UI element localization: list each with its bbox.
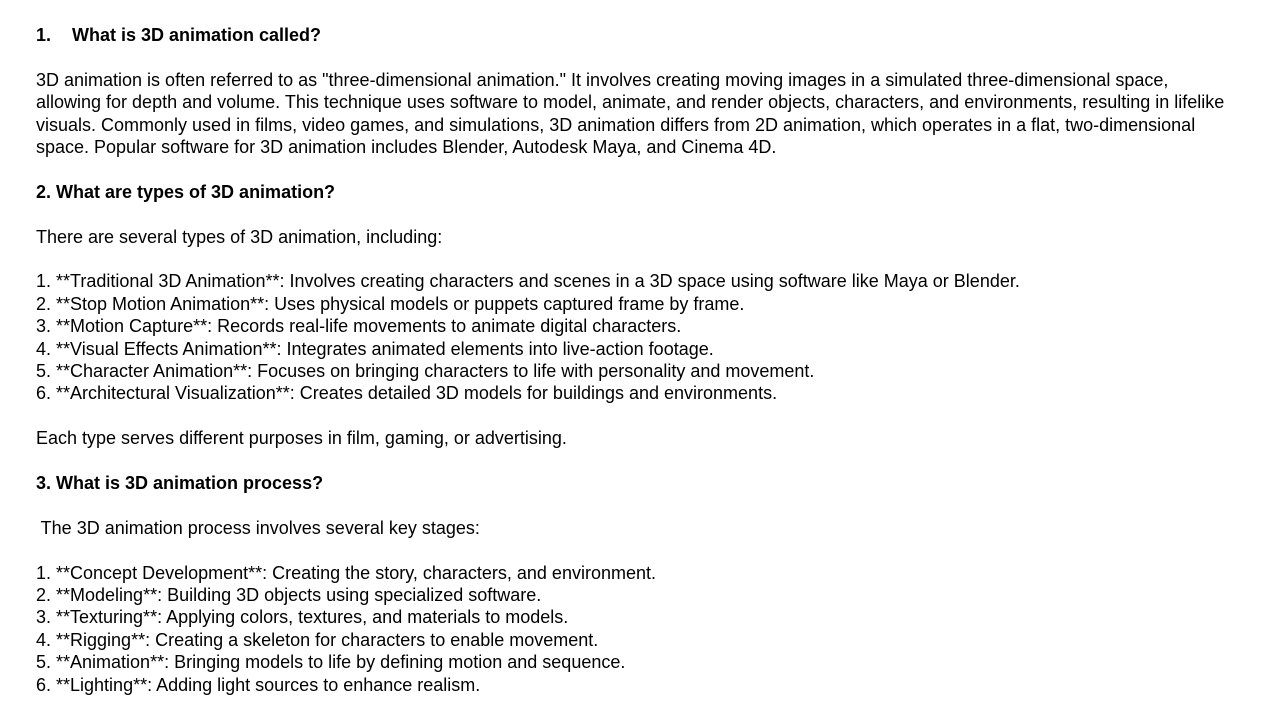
list-item: 5. **Animation**: Bringing models to life by defining motion and sequence.	[36, 652, 626, 673]
list-item: 2. **Modeling**: Building 3D objects using specialized software.	[36, 585, 542, 606]
spacer	[36, 46, 1236, 68]
spacer	[36, 248, 1236, 270]
list-item: 1. **Concept Development**: Creating the story, characters, and environment.	[36, 562, 656, 583]
section-3-list	[36, 562, 1236, 696]
spacer	[36, 158, 1236, 180]
section-3-intro: The 3D animation process involves several key stages:	[36, 517, 480, 538]
list-item: 3. **Texturing**: Applying colors, textures, and materials to models.	[36, 607, 569, 628]
section-3-heading: 3. What is 3D animation process?	[36, 473, 324, 494]
list-item: 6. **Lighting**: Adding light sources to enhance realism.	[36, 674, 481, 695]
section-1-heading	[36, 24, 1236, 46]
document-page	[36, 24, 1236, 696]
section-2-outro: Each type serves different purposes in film, gaming, or advertising.	[36, 428, 567, 449]
spacer	[36, 203, 1236, 225]
list-item: 6. **Architectural Visualization**: Creates detailed 3D models for buildings and environments.	[36, 383, 778, 404]
spacer	[36, 494, 1236, 516]
list-item: 4. **Rigging**: Creating a skeleton for characters to enable movement.	[36, 629, 599, 650]
section-2-list	[36, 270, 1236, 404]
section-2-intro: There are several types of 3D animation, including:	[36, 226, 443, 247]
section-1-body: 3D animation is often referred to as "three-dimensional animation." It involves creating moving images in a simulated three-dimensional space, allowing for depth and volume. This technique uses software to model, animate, and render objects, characters, and environments, resulting in lifelike visuals. Commonly used in films, video games, and simulations, 3D animation differs from 2D animation, which operates in a flat, two-dimensional space. Popular software for 3D animation includes Blender, Autodesk Maya, and Cinema 4D.	[36, 69, 1225, 158]
list-item: 2. **Stop Motion Animation**: Uses physical models or puppets captured frame by frame.	[36, 293, 745, 314]
section-2-heading: 2. What are types of 3D animation?	[36, 181, 336, 202]
list-item: 3. **Motion Capture**: Records real-life movements to animate digital characters.	[36, 316, 682, 337]
list-item: 1. **Traditional 3D Animation**: Involves creating characters and scenes in a 3D space using software like Maya or Blender.	[36, 271, 1020, 292]
spacer	[36, 539, 1236, 561]
spacer	[36, 405, 1236, 427]
section-1-number: 1.	[36, 25, 52, 45]
list-item: 5. **Character Animation**: Focuses on bringing characters to life with personality and movement.	[36, 361, 815, 382]
section-1-title: What is 3D animation called?	[72, 25, 322, 45]
spacer	[36, 450, 1236, 472]
list-item: 4. **Visual Effects Animation**: Integrates animated elements into live-action footage.	[36, 338, 714, 359]
